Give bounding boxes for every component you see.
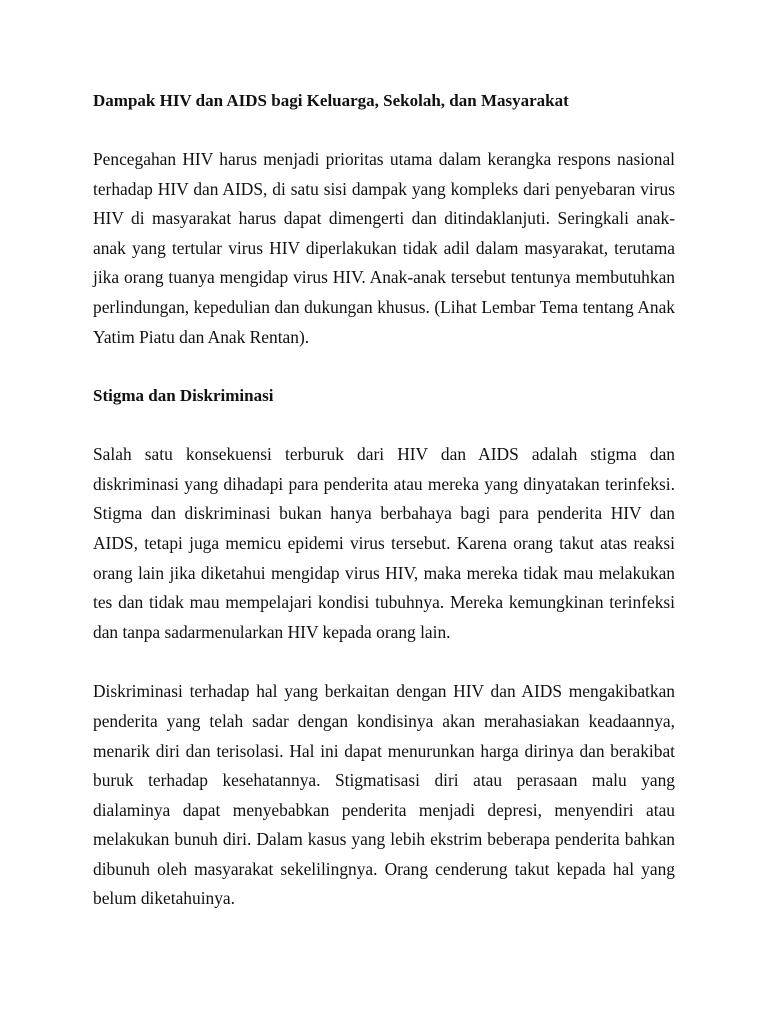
paragraph-prevention: Pencegahan HIV harus menjadi prioritas utama dalam kerangka respons nasional terhadap HIV dan AIDS, di satu sisi dampak yang kompleks dari penyebaran virus HIV di masyarakat harus dapat dimengerti dan ditindaklanjuti. Seringkali anak-anak yang tertular virus HIV diperlakukan tidak adil dalam masyarakat, terutama jika orang tuanya mengidap virus HIV. Anak-anak tersebut tentunya membutuhkan perlindungan, kepedulian dan dukungan khusus. (Lihat Lembar Tema tentang Anak Yatim Piatu dan Anak Rentan). [93,149,675,347]
document-page [93,86,675,914]
paragraph-discrimination: Diskriminasi terhadap hal yang berkaitan dengan HIV dan AIDS mengakibatkan penderita yang telah sadar dengan kondisinya akan merahasiakan keadaannya, menarik diri dan terisolasi. Hal ini dapat menurunkan harga dirinya dan berakibat buruk terhadap kesehatannya. Stigmatisasi diri atau perasaan malu yang dialaminya dapat menyebabkan penderita menjadi depresi, menyendiri atau melakukan bunuh diri. Dalam kasus yang lebih ekstrim beberapa penderita bahkan dibunuh oleh masyarakat sekelilingnya. Orang cenderung takut kepada hal yang belum diketahuinya. [93,681,675,909]
paragraph-stigma: Salah satu konsekuensi terburuk dari HIV dan AIDS adalah stigma dan diskriminasi yang dihadapi para penderita atau mereka yang dinyatakan terinfeksi. Stigma dan diskriminasi bukan hanya berbahaya bagi para penderita HIV dan AIDS, tetapi juga memicu epidemi virus tersebut. Karena orang takut atas reaksi orang lain jika diketahui mengidap virus HIV, maka mereka tidak mau melakukan tes dan tidak mau mempelajari kondisi tubuhnya. Mereka kemungkinan terinfeksi dan tanpa sadarmenularkan HIV kepada orang lain. [93,444,675,642]
section-heading-stigma: Stigma dan Diskriminasi [93,386,274,406]
document-title: Dampak HIV dan AIDS bagi Keluarga, Sekolah, dan Masyarakat [93,91,569,110]
